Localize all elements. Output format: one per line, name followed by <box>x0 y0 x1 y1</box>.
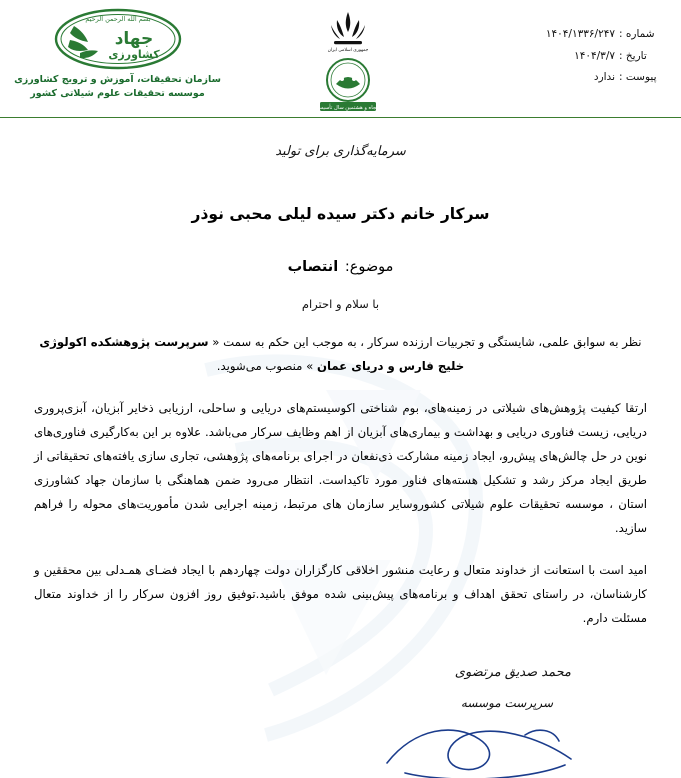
paragraph-closing: امید است با استعانت از خداوند متعال و رعایت منشور اخلاقی کارگزاران دولت چهاردهم با ایجاد فضـای همـدلی بین محققین و کارشناسان، در راستای تحقق اهداف و برنامه‌های پیش‌بینی شده موفق باشید.توفیق روز افزون سرکار را از خداوند متعال مسئلت دارم. <box>34 562 647 625</box>
meta-value-date: ۱۴۰۴/۳/۷ <box>574 49 615 62</box>
anniversary-seal-logo <box>314 56 382 112</box>
signer-title: سرپرست موسسه <box>460 695 553 710</box>
meta-label-date: تاریخ : <box>619 49 647 62</box>
letterhead-center-logos <box>253 6 443 112</box>
paragraph-duties: ارتقا کیفیت پژوهش‌های شیلاتی در زمینه‌های، بوم شناختی اکوسیستم‌های دریایی و ساحلی، ارزیابی ذخایر آبزیان، آبزی‌پروری دریایی، زیست فناوری دریایی و بهداشت و بیماری‌های آبزیان از اهم وظایف سرکار می‌باشد. علاوه بر این به‌کارگیری فناوری‌های نوین در حل چالش‌های پیش‌رو، ایجاد زمینه مشارکت ذی‌نفعان در اجرای برنامه‌های پژوهشی، تجاری سازی یافته‌های تحقیقاتی از طریق ایجاد مرکز رشد و تشکیل هسته‌های فناور مورد تاکیداست. انتظار می‌رود ضمن هماهنگی با سازمان جهاد کشاورزی استان ، موسسه تحقیقات علوم شیلاتی کشوروسایر سازمان های مرتبط، زمینه اجرایی شدن مأموریت‌های محوله را فراهم سازید. <box>34 400 647 535</box>
meta-label-number: شماره : <box>619 28 655 40</box>
subject-label: موضوع: <box>344 259 394 275</box>
meta-value-attachment: ندارد <box>593 71 615 84</box>
svg-text:کشاورزی: کشاورزی <box>107 48 160 61</box>
letterhead <box>0 0 681 118</box>
svg-text:جهاد: جهاد <box>114 29 153 49</box>
svg-text:پنجاه و هشتمین سال تأسیس: پنجاه و هشتمین سال تأسیس <box>316 105 379 111</box>
org-name-line-2: موسسه تحقیقات علوم شیلاتی کشور <box>30 87 205 99</box>
signature-block <box>0 665 681 778</box>
org-name-line-1: سازمان تحقیقات، آموزش و ترویج کشاورزی <box>14 74 221 85</box>
paragraph-appointment: نظر به سوابق علمی، شایستگی و تجربیات ارزنده سرکار ، به موجب این حکم به سمت « سرپرست پژوهشکده اکولوژی خلیج فارس و دریای عمان » منصوب می‌شوید. <box>39 335 642 373</box>
addressee-line: سرکار خانم دکتر سیده لیلی محبی نوذر <box>191 205 490 223</box>
year-slogan: سرمایه‌گذاری برای تولید <box>275 144 406 159</box>
handwritten-signature <box>375 713 585 778</box>
signer-name: محمد صدیق مرتضوی <box>454 664 571 680</box>
letterhead-meta <box>470 6 671 89</box>
svg-text:بسم الله الرحمن الرحیم: بسم الله الرحمن الرحیم <box>84 15 151 23</box>
subject-line <box>34 259 647 275</box>
document-body <box>0 144 681 631</box>
meta-row-number <box>470 24 665 46</box>
jahad-keshavarzi-logo <box>54 8 182 70</box>
meta-label-attachment: پیوست : <box>619 71 657 84</box>
greeting-line: با سلام و احترام <box>301 297 380 311</box>
iran-national-emblem <box>328 8 368 52</box>
svg-text:جمهوری اسلامی ایران: جمهوری اسلامی ایران <box>327 48 368 52</box>
letterhead-organization <box>10 6 225 101</box>
meta-row-attachment <box>470 67 665 89</box>
meta-row-date <box>470 46 665 68</box>
meta-value-number: ۱۴۰۴/۱۳۳۶/۲۴۷ <box>545 28 615 40</box>
subject-value: انتصاب <box>287 259 339 275</box>
